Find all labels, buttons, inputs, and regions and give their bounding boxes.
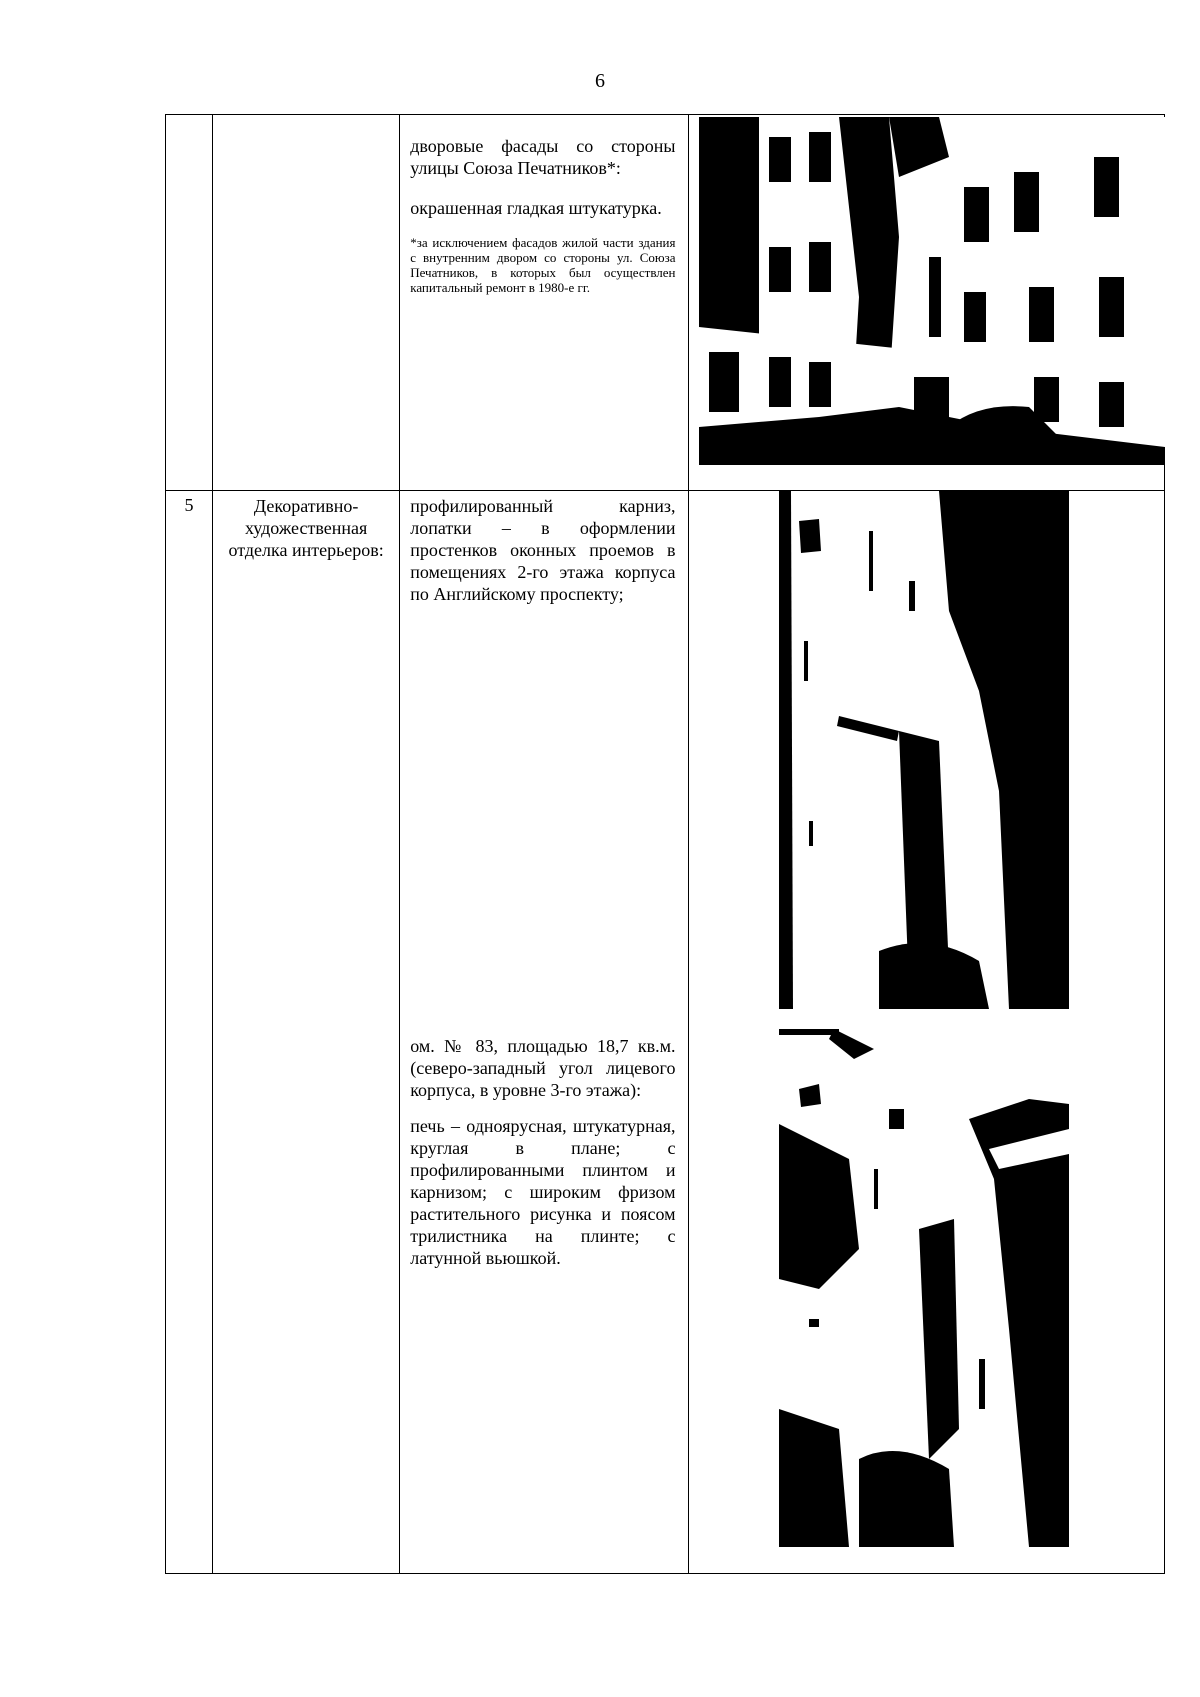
table-row-5 xyxy=(166,491,1165,1574)
row-number-cell-empty xyxy=(166,115,213,491)
table-row-continued xyxy=(166,115,1165,491)
stove-description: печь – одноярусная, штукатурная, круглая в плане; с профилированными плинтом и карнизом; с широким фризом растительного рисунка и поясом трилистника на плинте; с латунной вьюшкой. xyxy=(410,1116,676,1268)
description-cell xyxy=(400,491,688,1574)
stove-photo xyxy=(779,1029,1069,1547)
row-number: 5 xyxy=(166,491,213,1574)
facade-footnote: *за исключением фасадов жилой части здания с внутренним двором со стороны ул. Союза Печатников, в которых был осуществлен капитальный ремонт в 1980-е гг. xyxy=(410,235,676,295)
monument-subject-table xyxy=(165,114,1165,1574)
photo-cell xyxy=(688,491,1165,1574)
facade-finish: окрашенная гладкая штукатурка. xyxy=(410,198,662,218)
facade-description: дворовые фасады со стороны улицы Союза Печатников*: xyxy=(410,136,676,178)
photo-cell xyxy=(688,115,1165,491)
row-name: Декоративно-художественная отделка интерьеров: xyxy=(213,491,400,1574)
description-cell xyxy=(400,115,688,491)
row-name-cell-empty xyxy=(213,115,400,491)
cornice-photo xyxy=(779,491,1069,1009)
page-number: 6 xyxy=(595,70,605,92)
cornice-description: профилированный карниз, лопатки – в оформлении простенков оконных проемов в помещениях 2-го этажа корпуса по Английскому проспекту; xyxy=(410,496,676,604)
room-description: ом. № 83, площадью 18,7 кв.м. (северо-западный угол лицевого корпуса, в уровне 3-го этажа): xyxy=(410,1036,676,1100)
courtyard-facade-photo xyxy=(699,117,1165,465)
